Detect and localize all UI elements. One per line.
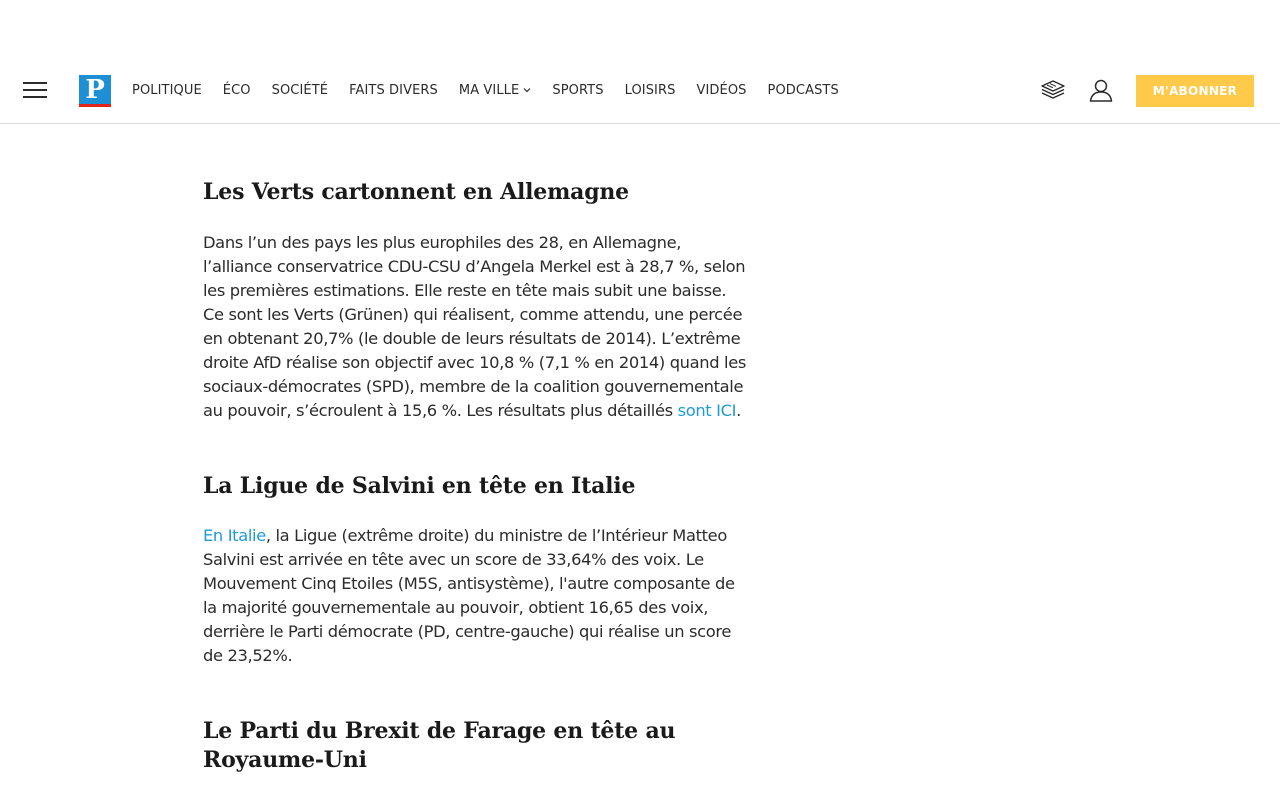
italy-link[interactable]: En Italie <box>203 526 266 545</box>
section-heading-uk: Le Parti du Brexit de Farage en tête au Royaume-Uni <box>203 718 676 773</box>
section-paragraph-italy <box>203 524 751 668</box>
site-header <box>0 56 1280 124</box>
nav-item-loisirs[interactable]: LOISIRS <box>624 82 676 98</box>
nav-item-eco[interactable]: ÉCO <box>222 82 251 98</box>
subscribe-button[interactable]: M'ABONNER <box>1136 75 1254 107</box>
nav-item-podcasts[interactable]: PODCASTS <box>767 82 839 98</box>
user-icon[interactable] <box>1088 77 1114 103</box>
newspaper-stack-icon[interactable] <box>1040 78 1066 102</box>
results-link[interactable]: sont ICI <box>677 401 737 420</box>
nav-item-sports[interactable]: SPORTS <box>552 82 604 98</box>
paragraph-text: Dans l’un des pays les plus europhiles des 28, en Allemagne, l’alliance conservatrice CDU-CSU d’Angela Merkel est à 28,7 %, selon les premières estimations. Elle reste en tête mais subit une baisse. Ce sont les Verts (Grünen) qui réalisent, comme attendu, une percée en obtenant 20,7% (le double de leurs résultats de 2014). L’extrême droite AfD réalise son objectif avec 10,8 % (7,1 % en 2014) quand les sociaux-démocrates (SPD), membre de la coalition gouvernementale au pouvoir, s’écroulent à 15,6 %. Les résultats plus détaillés <box>203 233 747 420</box>
section-paragraph-germany <box>203 231 751 423</box>
hamburger-icon[interactable] <box>23 82 47 98</box>
main-nav <box>132 56 860 124</box>
chevron-down-icon <box>523 86 531 94</box>
nav-item-ma-ville[interactable] <box>459 83 531 98</box>
nav-item-faits-divers[interactable]: FAITS DIVERS <box>349 82 438 98</box>
nav-item-videos[interactable]: VIDÉOS <box>696 82 747 98</box>
nav-item-politique[interactable]: POLITIQUE <box>132 82 202 98</box>
section-heading-germany: Les Verts cartonnent en Allemagne <box>203 179 629 205</box>
site-logo[interactable]: P <box>79 75 111 107</box>
nav-item-societe[interactable]: SOCIÉTÉ <box>271 82 329 98</box>
paragraph-text: , la Ligue (extrême droite) du ministre de l’Intérieur Matteo Salvini est arrivée en tête avec un score de 33,64% des voix. Le Mouvement Cinq Etoiles (M5S, antisystème), l'autre composante de la majorité gouvernementale au pouvoir, obtient 16,65 des voix, derrière le Parti démocrate (PD, centre-gauche) qui réalise un score de 23,52%. <box>203 526 735 665</box>
section-heading-italy: La Ligue de Salvini en tête en Italie <box>203 473 636 499</box>
paragraph-text: . <box>736 401 741 420</box>
nav-item-ma-ville-label: MA VILLE <box>458 82 520 98</box>
